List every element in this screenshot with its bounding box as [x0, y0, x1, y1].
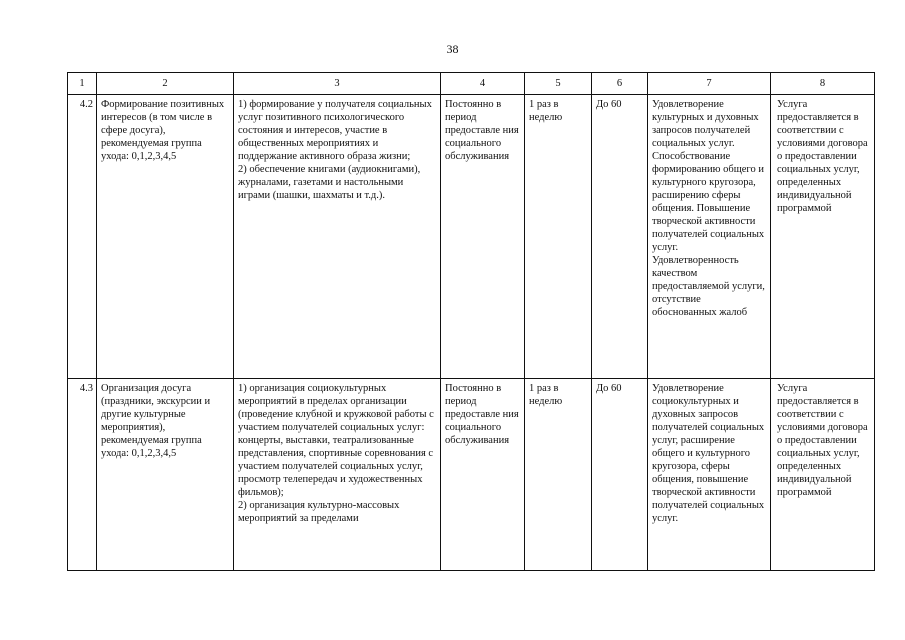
service-content: 1) организация социокультурных мероприятий в пределах организации (проведение клубной и кружковой работы с участием получателей социальных услуг: концерты, выставки, театрализованные представления, спортивные соревнования с участием получателей социальных услуг, просмотр телепередач и художественных фильмов); 2) организация культурно-массовых мероприятий за пределами	[234, 379, 441, 571]
service-duration: До 60	[592, 379, 648, 571]
table-row	[68, 95, 875, 379]
service-result: Удовлетворение культурных и духовных запросов получателей социальных услуг. Способствование формированию общего и культурного кругозора, расширению сферы общения. Повышение творческой активности получателей социальных услуг. Удовлетворенность качеством предоставляемой услуги, отсутствие обоснованных жалоб	[648, 95, 771, 379]
column-header: 3	[234, 73, 441, 95]
services-table	[67, 72, 875, 571]
service-conditions: Услуга предоставляется в соответствии с условиями договора о предоставлении социальных услуг, определенных индивидуальной программой	[771, 379, 875, 571]
column-header: 1	[68, 73, 97, 95]
column-header: 2	[97, 73, 234, 95]
service-conditions: Услуга предоставляется в соответствии с условиями договора о предоставлении социальных услуг, определенных индивидуальной программой	[771, 95, 875, 379]
table-row	[68, 379, 875, 571]
service-frequency: 1 раз в неделю	[525, 95, 592, 379]
service-frequency: 1 раз в неделю	[525, 379, 592, 571]
service-number: 4.2	[68, 95, 97, 379]
table-header-row	[68, 73, 875, 95]
service-duration: До 60	[592, 95, 648, 379]
service-content: 1) формирование у получателя социальных услуг позитивного психологического состояния и интересов, участие в общественных мероприятиях и поддержание активного образа жизни; 2) обеспечение книгами (аудиокнигами), журналами, газетами и настольными играми (шашки, шахматы и т.д.).	[234, 95, 441, 379]
service-number: 4.3	[68, 379, 97, 571]
column-header: 8	[771, 73, 875, 95]
column-header: 7	[648, 73, 771, 95]
column-header: 5	[525, 73, 592, 95]
service-name: Организация досуга (праздники, экскурсии и другие культурные мероприятия), рекомендуемая группа ухода: 0,1,2,3,4,5	[97, 379, 234, 571]
service-result: Удовлетворение социокультурных и духовных запросов получателей социальных услуг, расширение общего и культурного кругозора, сферы общения, повышение творческой активности получателей социальных услуг.	[648, 379, 771, 571]
column-header: 4	[441, 73, 525, 95]
page-number: 38	[446, 42, 459, 56]
service-period: Постоянно в период предоставле ния социального обслуживания	[441, 379, 525, 571]
column-header: 6	[592, 73, 648, 95]
service-period: Постоянно в период предоставле ния социального обслуживания	[441, 95, 525, 379]
service-name: Формирование позитивных интересов (в том числе в сфере досуга), рекомендуемая группа ухода: 0,1,2,3,4,5	[97, 95, 234, 379]
